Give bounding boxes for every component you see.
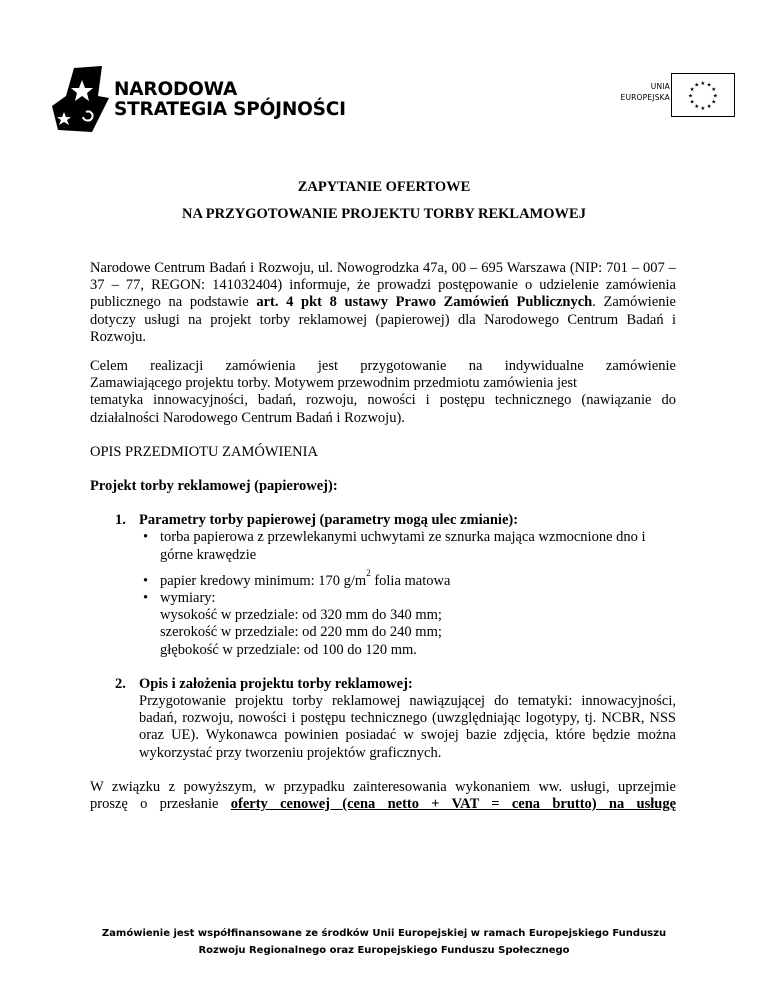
dimension-height: wysokość w przedziale: od 320 mm do 340 mm; [160,607,442,624]
dimension-depth: głębokość w przedziale: od 100 do 120 mm. [160,641,417,658]
eu-star-icon: ★ [700,105,706,112]
nss-logo-line2: STRATEGIA SPÓJNOŚCI [114,99,346,120]
document-body [90,260,676,813]
purpose-line1: Celem realizacji zamówienia jest przygotowanie na indywidualne zamówienie [90,358,676,375]
eu-logo-line2: EUROPEJSKA [620,93,670,102]
nss-emblem-icon [52,66,110,134]
list-item [160,567,676,590]
subject-heading: Projekt torby reklamowej (papierowej): [90,478,338,495]
nss-logo [52,66,346,136]
item-1-list [115,529,676,658]
eu-star-icon: ★ [706,104,712,111]
eu-star-icon: ★ [711,87,717,94]
purpose-line2: Zamawiającego projektu torby. Motywem przewodnim przedmiotu zamówienia jest [90,375,578,392]
footer [0,925,768,959]
eu-flag-icon [671,73,735,117]
intro-legal-basis: art. 4 pkt 8 ustawy Prawo Zamówień Publicznych [256,294,593,311]
item-1-title: Parametry torby papierowej (parametry mogą ulec zmianie): [139,512,519,529]
eu-star-icon: ★ [688,93,694,100]
closing-line1: W związku z powyższym, w przypadku zainteresowania wykonaniem ww. usługi, uprzejmie [90,778,676,795]
bullet-text: papier kredowy minimum: 170 g/m [160,572,367,589]
document-title: ZAPYTANIE OFERTOWE [297,179,471,195]
superscript: 2 [366,567,371,578]
eu-logo [604,73,738,119]
closing-line2 [90,796,676,813]
intro-paragraph [90,260,676,346]
eu-star-icon: ★ [689,99,695,106]
item-2-text: Przygotowanie projektu torby reklamowej nawiązującej do tematyki: innowacyjności, badań, rozwoju, nowości i postępu technicznego (uwzględniając logotypy, tj. NCBR, NSS oraz UE). Wykonawca powinien posiadać w swojej bazie zdjęcia, które będzie można wykorzystać przy tworzeniu projektów graficznych. [139,693,676,761]
item-2 [115,676,676,762]
document-subtitle: NA PRZYGOTOWANIE PROJEKTU TORBY REKLAMOWEJ [182,206,586,222]
eu-star-icon: ★ [694,82,700,89]
bullet-text: folia matowa [370,572,451,589]
eu-logo-line1: UNIA [650,82,670,91]
bullet-text: torba papierowa z przewlekanymi uchwytami ze sznurka mająca wzmocnione dno i górne krawędzie [160,529,646,563]
eu-star-icon: ★ [694,104,700,111]
item-2-title: Opis i założenia projektu torby reklamowej: [139,675,413,692]
bullet-text: • wymiary: [160,590,216,607]
closing-text: proszę o przesłanie [90,796,231,813]
nss-logo-line1: NARODOWA [114,79,238,100]
eu-star-icon: ★ [711,99,717,106]
eu-star-icon: ★ [712,93,718,100]
footer-line2: Rozwoju Regionalnego oraz Europejskiego Funduszu Społecznego [198,945,570,956]
list-item [160,529,676,563]
closing-offer-request: oferty cenowej (cena netto + VAT = cena brutto) na usługę [230,796,676,813]
section-heading: OPIS PRZEDMIOTU ZAMÓWIENIA [90,443,318,460]
dimension-width: szerokość w przedziale: od 220 mm do 240 mm; [160,624,442,641]
eu-star-icon: ★ [700,80,706,87]
intro-text: Narodowe Centrum Badań i Rozwoju, ul. Nowogrodzka 47a, 00 – 695 Warszawa (NIP: 701 – 007 – 37 – 77, REGON: 141032404) informuje, że prowadzi postępowanie o udzielenie zamówienia publicznego na podstawie [90,260,676,311]
footer-line1: Zamówienie jest współfinansowane ze środków Unii Europejskiej w ramach Europejskiego Funduszu [101,928,667,939]
item-2-number: 2. [115,675,126,692]
purpose-rest: tematyka innowacyjności, badań, rozwoju, nowości i postępu technicznego (nawiązanie do działalności Narodowego Centrum Badań i Rozwoju). [90,392,676,426]
intro-text-end: . Zamówienie dotyczy usługi na projekt torby reklamowej (papierowej) dla Narodowego Centrum Badań i Rozwoju. [90,294,676,345]
item-1 [115,512,676,659]
eu-star-icon: ★ [706,82,712,89]
list-item [160,590,676,659]
item-1-number: 1. [115,512,126,529]
eu-star-icon: ★ [689,87,695,94]
